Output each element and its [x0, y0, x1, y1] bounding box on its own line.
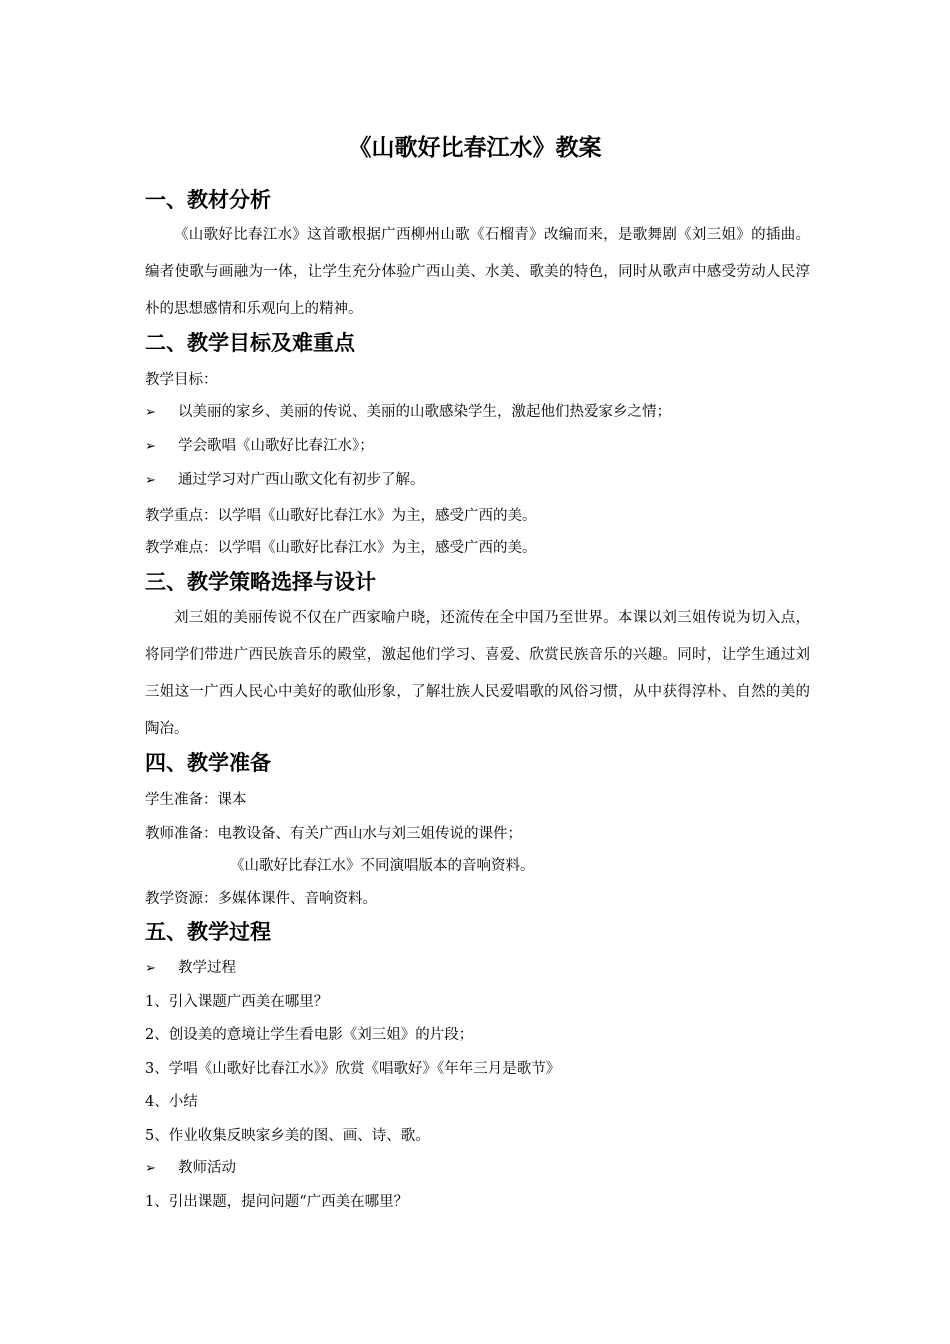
- section-heading-3: 三、教学策略选择与设计: [145, 570, 376, 594]
- section-3-paragraph: 刘三姐的美丽传说不仅在广西家喻户晓，还流传在全中国乃至世界。本课以刘三姐传说为切入点，将同学们带进广西民族音乐的殿堂，激起他们学习、喜爱、欣赏民族音乐的兴趣。同时，让学生通过刘三姐这一广西人民心中美好的歌仙形象，了解壮族人民爱唱歌的风俗习惯，从中获得淳朴、自然的美的陶冶。: [145, 610, 810, 737]
- arrow-bullet-icon: ➢: [145, 473, 156, 488]
- section-heading-5: 五、教学过程: [145, 920, 271, 944]
- section-1-paragraph: 《山歌好比春江水》这首歌根据广西柳州山歌《石榴青》改编而来，是歌舞剧《刘三姐》的插曲。编者使歌与画融为一体，让学生充分体验广西山美、水美、歌美的特色，同时从歌声中感受劳动人民淳朴的思想感情和乐观向上的精神。: [145, 227, 810, 317]
- difficulty-point: 教学难点：以学唱《山歌好比春江水》为主，感受广西的美。: [145, 540, 537, 556]
- process-subheading: [145, 957, 236, 980]
- teacher-prep: 教师准备：电教设备、有关广西山水与刘三姐传说的课件；: [145, 826, 522, 842]
- process-label: 教学过程: [178, 960, 236, 976]
- goal-item: [145, 469, 425, 492]
- teaching-resources: 教学资源：多媒体课件、音响资料。: [145, 891, 377, 907]
- section-heading-2: 二、教学目标及难重点: [145, 331, 355, 355]
- goals-label: 教学目标：: [145, 372, 218, 388]
- document-title: 《山歌好比春江水》教案: [348, 135, 602, 161]
- process-step: 5、作业收集反映家乡美的图、画、诗、歌。: [145, 1128, 430, 1144]
- key-point: 教学重点：以学唱《山歌好比春江水》为主，感受广西的美。: [145, 508, 537, 524]
- arrow-bullet-icon: ➢: [145, 405, 156, 420]
- process-step: 2、创设美的意境让学生看电影《刘三姐》的片段；: [145, 1027, 474, 1043]
- goal-text: 通过学习对广西山歌文化有初步了解。: [178, 472, 425, 488]
- section-heading-1: 一、教材分析: [145, 188, 271, 212]
- goal-item: [145, 435, 374, 458]
- student-prep: 学生准备：课本: [145, 792, 247, 808]
- teacher-activity-subheading: [145, 1157, 236, 1180]
- teacher-activity-label: 教师活动: [178, 1160, 236, 1176]
- process-step: 1、引入课题广西美在哪里？: [145, 994, 329, 1010]
- teacher-prep-continued: 《山歌好比春江水》不同演唱版本的音响资料。: [230, 858, 535, 874]
- arrow-bullet-icon: ➢: [145, 961, 156, 976]
- teacher-activity-step: 1、引出课题，提问问题“广西美在哪里？: [145, 1194, 409, 1210]
- goal-text: 学会歌唱《山歌好比春江水》；: [178, 438, 374, 454]
- arrow-bullet-icon: ➢: [145, 439, 156, 454]
- section-heading-4: 四、教学准备: [145, 751, 271, 775]
- goal-item: [145, 401, 671, 424]
- process-step: 3、学唱《山歌好比春江水》》欣赏《唱歌好》《年年三月是歌节》: [145, 1061, 561, 1077]
- goal-text: 以美丽的家乡、美丽的传说、美丽的山歌感染学生，激起他们热爱家乡之情；: [178, 404, 671, 420]
- process-step: 4、小结: [145, 1094, 198, 1110]
- arrow-bullet-icon: ➢: [145, 1161, 156, 1176]
